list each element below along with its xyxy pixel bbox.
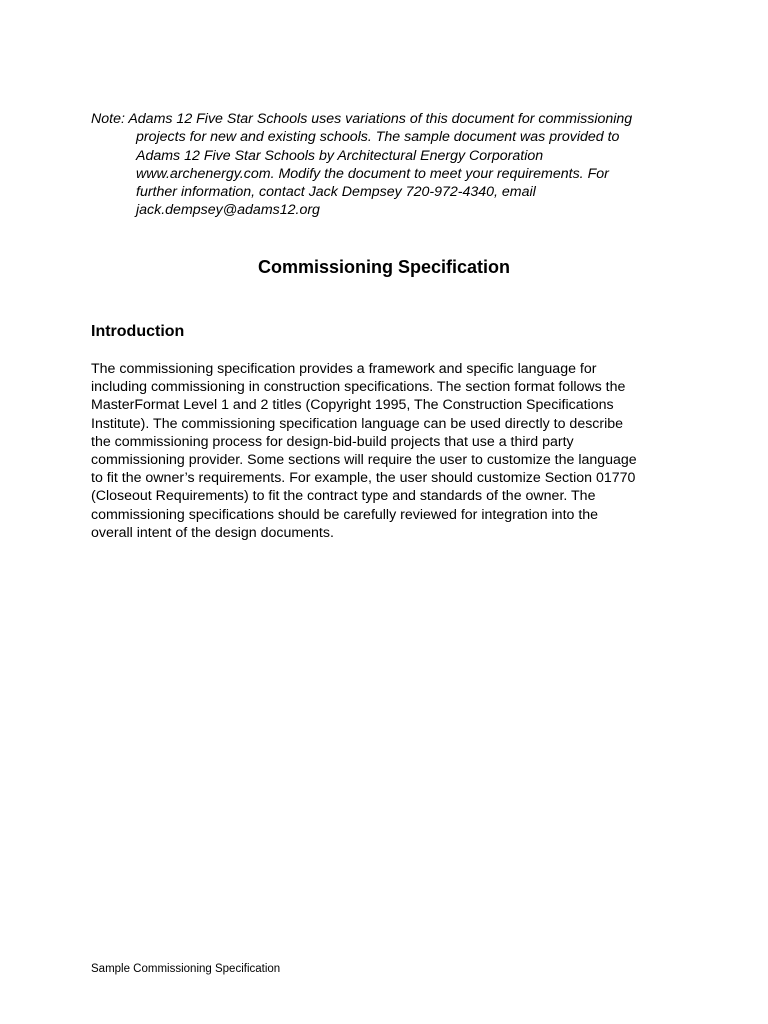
paragraph-line: commissioning provider. Some sections will require the user to customize the language <box>91 452 637 469</box>
paragraph-line: commissioning specifications should be carefully reviewed for integration into the <box>91 506 599 523</box>
note-line: further information, contact Jack Dempsey 720-972-4340, email <box>136 184 536 201</box>
paragraph-line: The commissioning specification provides a framework and specific language for <box>91 361 597 377</box>
paragraph-line: (Closeout Requirements) to fit the contract type and standards of the owner. The <box>91 488 596 505</box>
paragraph-line: to fit the owner’s requirements. For example, the user should customize Section 01770 <box>91 470 636 487</box>
paragraph-line: Institute). The commissioning specification language can be used directly to describe <box>91 415 624 432</box>
paragraph-line: the commissioning process for design-bid-build projects that use a third party <box>91 433 574 450</box>
paragraph-line: overall intent of the design documents. <box>91 524 334 541</box>
document-title: Commissioning Specification <box>257 257 511 277</box>
note-line: www.archenergy.com. Modify the document to meet your requirements. For <box>136 165 609 182</box>
note-line: Adams 12 Five Star Schools by Architectural Energy Corporation <box>136 147 544 164</box>
paragraph-line: MasterFormat Level 1 and 2 titles (Copyright 1995, The Construction Specifications <box>91 397 614 414</box>
page-footer: Sample Commissioning Specification <box>91 963 281 975</box>
note-line: projects for new and existing schools. The sample document was provided to <box>136 129 620 146</box>
introduction-paragraph <box>91 360 691 542</box>
note-line: Note: Adams 12 Five Star Schools uses variations of this document for commissioning <box>91 111 633 127</box>
note-paragraph <box>91 110 691 220</box>
paragraph-line: including commissioning in construction specifications. The section format follows the <box>91 379 626 396</box>
section-heading: Introduction <box>91 323 185 340</box>
note-line: jack.dempsey@adams12.org <box>136 202 320 219</box>
